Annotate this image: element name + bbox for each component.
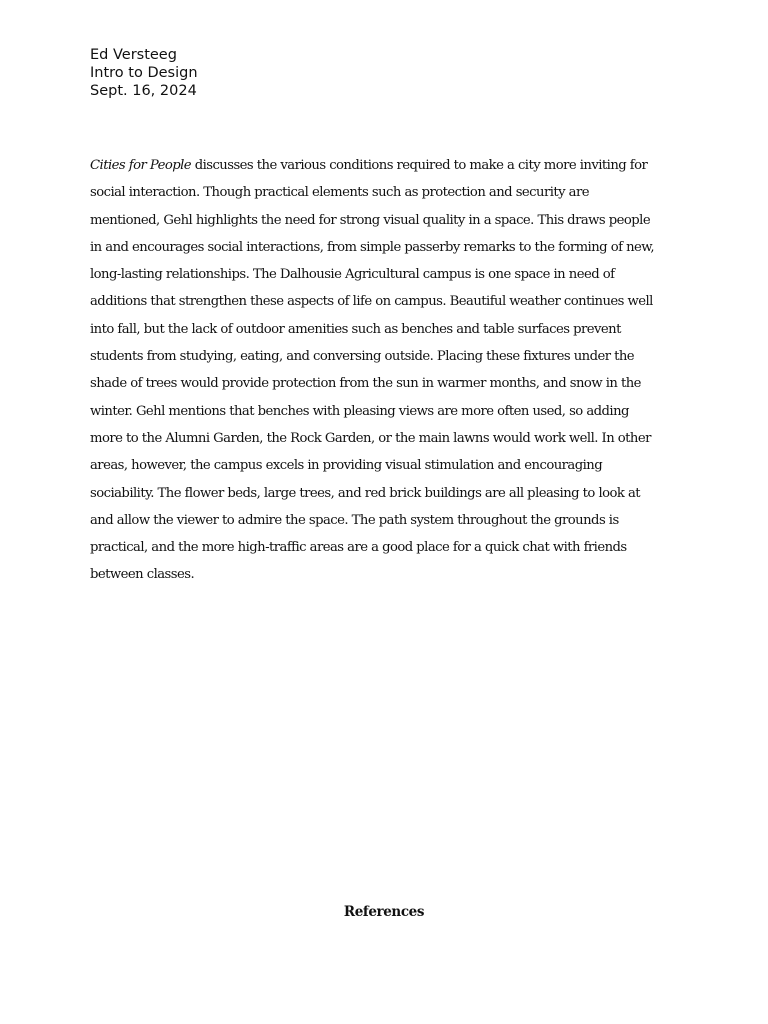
paragraph-line-text: discusses the various conditions required to make a city more inviting for	[191, 158, 648, 173]
paragraph-line-12: areas, however, the campus excels in providing visual stimulation and encouraging	[90, 458, 603, 474]
paragraph-line-13: sociability. The flower beds, large trees, and red brick buildings are all pleasing to look at	[90, 485, 641, 501]
paragraph-line-9: shade of trees would provide protection from the sun in warmer months, and snow in the	[90, 376, 641, 392]
references-heading: References	[343, 904, 425, 920]
author-name: Ed Versteeg	[90, 47, 177, 63]
course-name: Intro to Design	[90, 65, 198, 81]
body-paragraph	[90, 152, 686, 589]
paragraph-line-3: mentioned, Gehl highlights the need for strong visual quality in a space. This draws people	[90, 212, 651, 228]
paragraph-line-7: into fall, but the lack of outdoor amenities such as benches and table surfaces prevent	[90, 321, 621, 337]
paragraph-line-1	[90, 152, 686, 179]
paragraph-line-11: more to the Alumni Garden, the Rock Garden, or the main lawns would work well. In other	[90, 430, 651, 446]
paragraph-line-14: and allow the viewer to admire the space. The path system throughout the grounds is	[90, 512, 619, 528]
paragraph-line-15: practical, and the more high-traffic areas are a good place for a quick chat with friends	[90, 540, 627, 556]
paragraph-line-2: social interaction. Though practical elements such as protection and security are	[90, 185, 589, 201]
paragraph-line-8: students from studying, eating, and conversing outside. Placing these fixtures under the	[90, 349, 635, 365]
book-title: Cities for People	[90, 158, 192, 173]
paragraph-line-16: between classes.	[90, 567, 195, 583]
paragraph-line-6: additions that strengthen these aspects of life on campus. Beautiful weather continues well	[90, 294, 653, 310]
document-header	[90, 46, 198, 100]
paragraph-line-4: in and encourages social interactions, from simple passerby remarks to the forming of new,	[90, 239, 655, 255]
document-date: Sept. 16, 2024	[90, 83, 197, 99]
paragraph-line-10: winter. Gehl mentions that benches with pleasing views are more often used, so adding	[90, 403, 629, 419]
paragraph-line-5: long-lasting relationships. The Dalhousie Agricultural campus is one space in need of	[90, 267, 615, 283]
